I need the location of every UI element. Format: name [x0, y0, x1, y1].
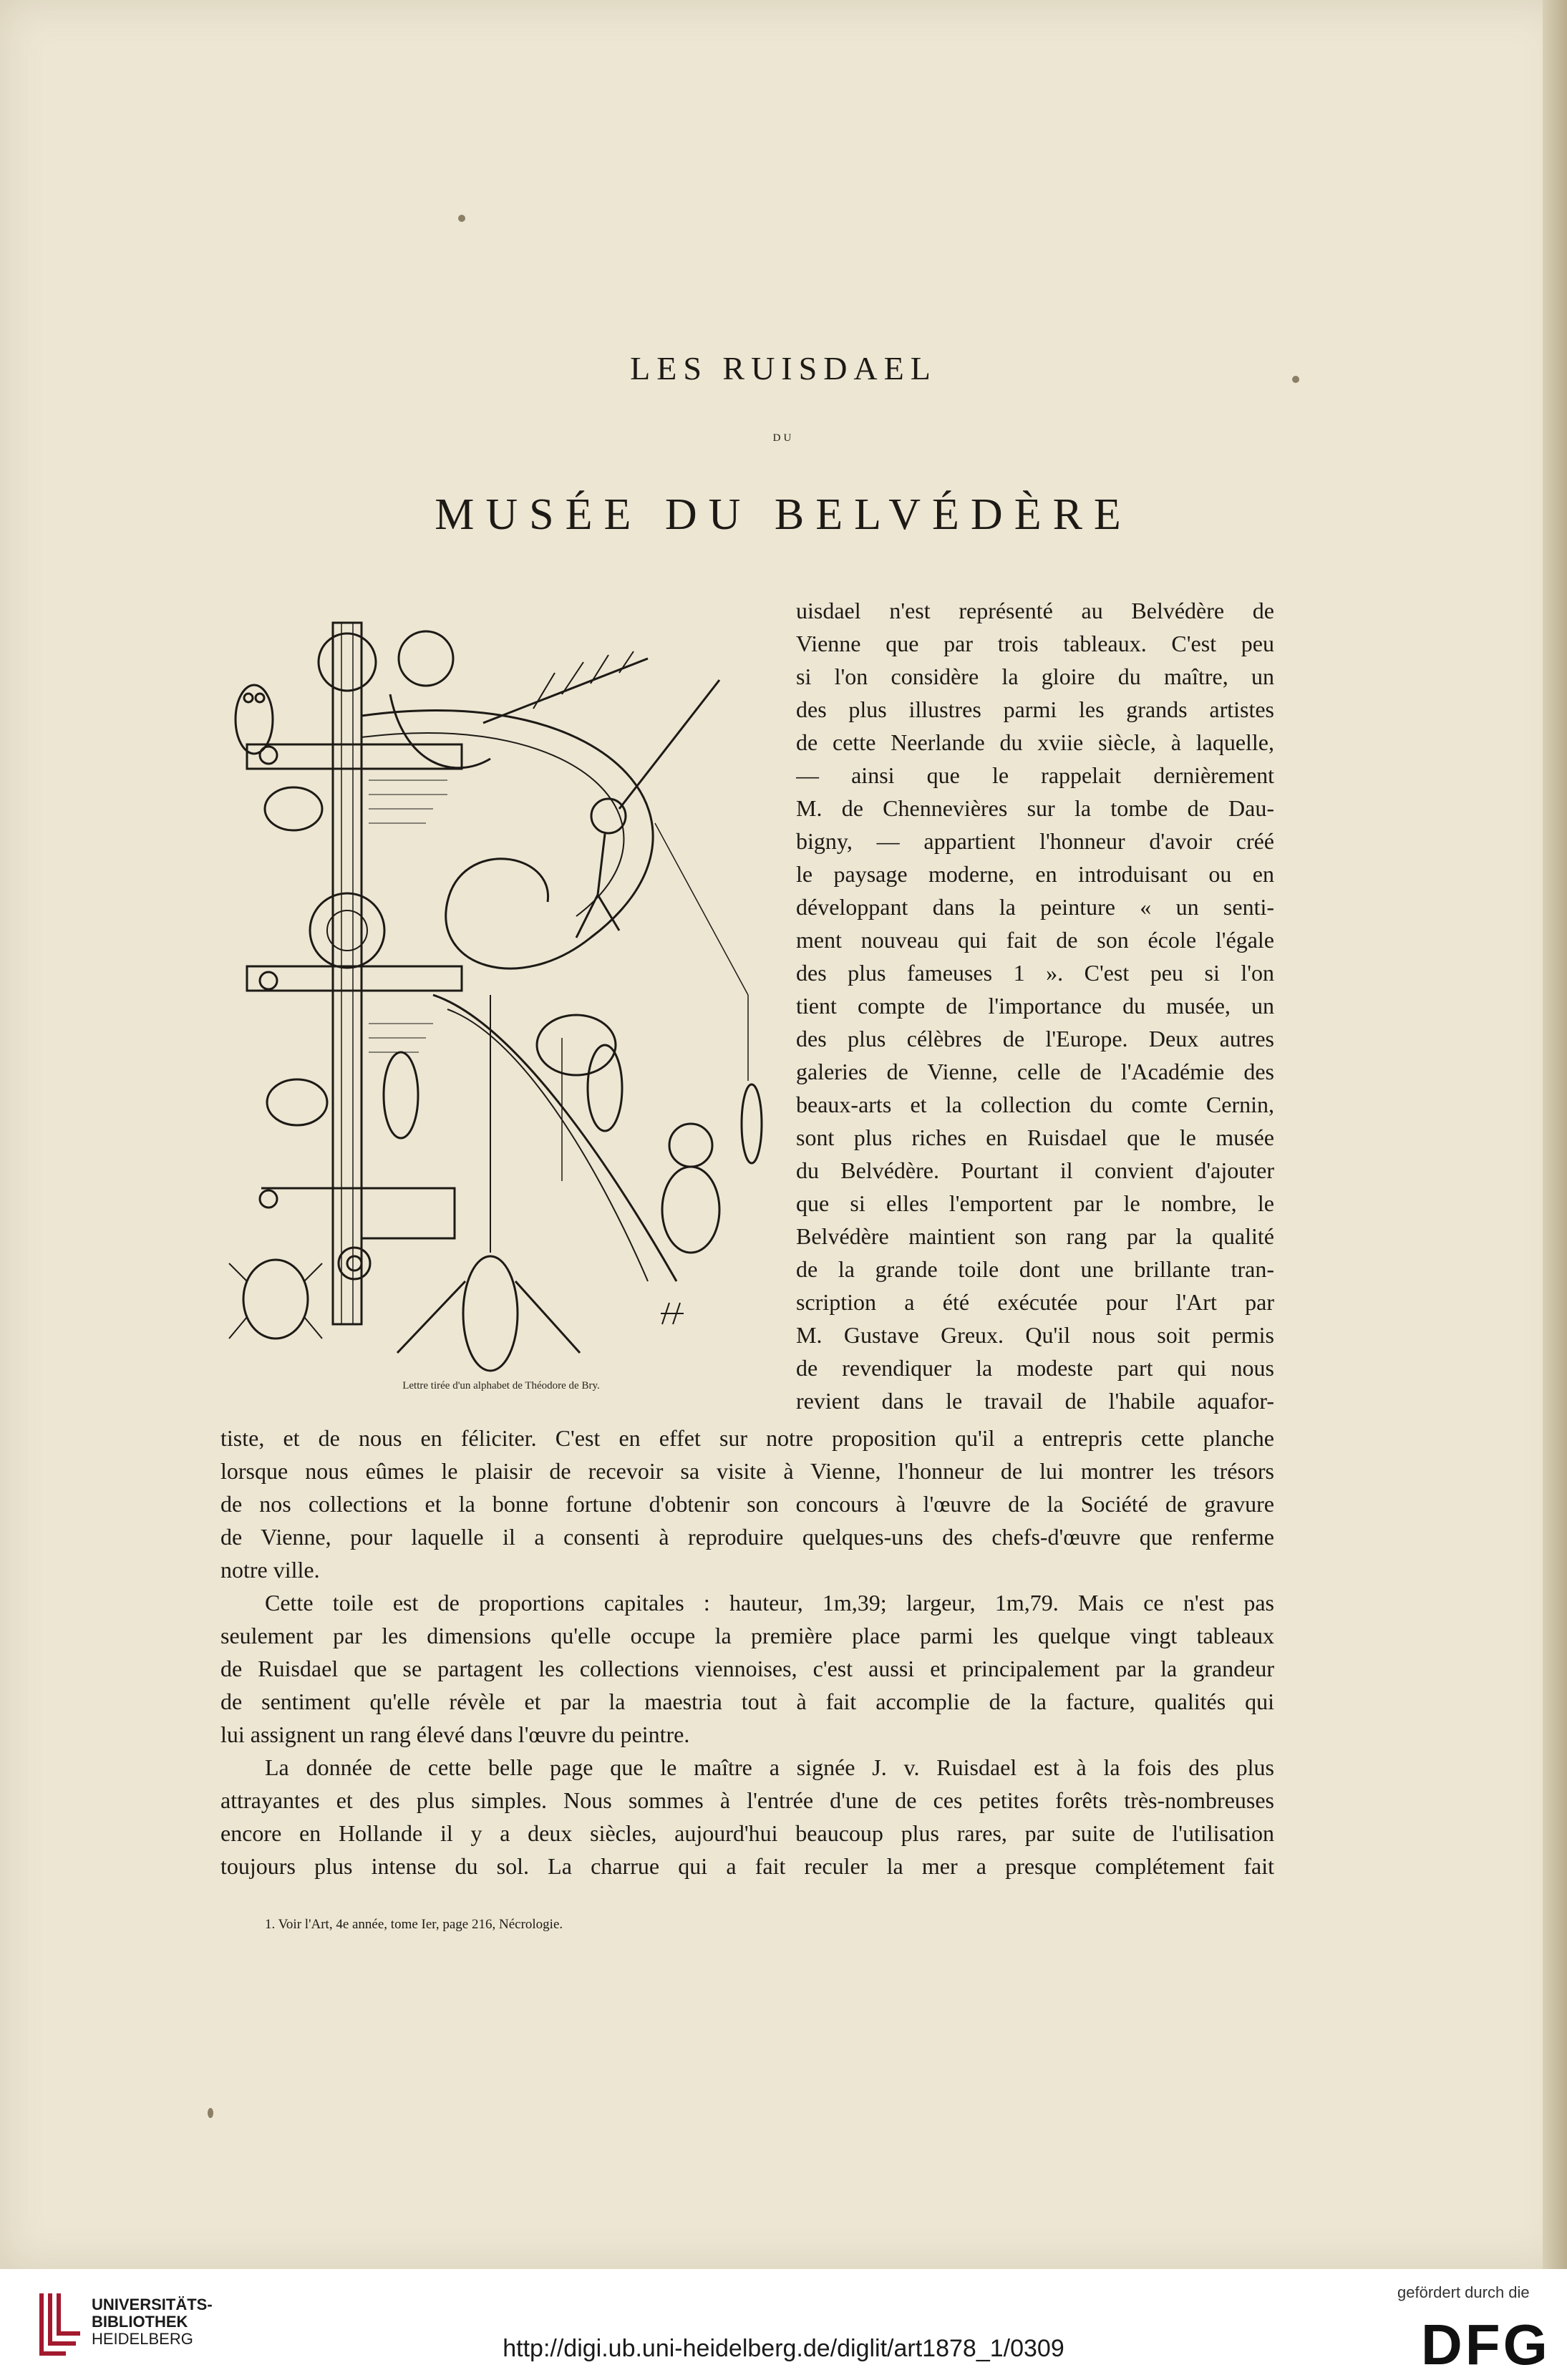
column-line: que si elles l'emportent par le nombre, le	[796, 1190, 1274, 1216]
body-line: notre ville.	[220, 1557, 320, 1583]
warrior-figure	[399, 631, 453, 686]
dfg-logo: DFG	[1421, 2313, 1551, 2376]
body-line: La donnée de cette belle page que le maître a signée J. v. Ruisdael est à la fois des plus	[265, 1754, 1274, 1780]
column-line: sont plus riches en Ruisdael que le musée	[796, 1125, 1274, 1150]
body-line: de Ruisdael que se partagent les collections viennoises, c'est aussi et principalement par la grandeur	[220, 1656, 1274, 1681]
column-line: si l'on considère la gloire du maître, un	[796, 664, 1274, 689]
body-line: lui assignent un rang élevé dans l'œuvre du peintre.	[220, 1721, 690, 1747]
column-line: développant dans la peinture « un senti-	[796, 894, 1274, 920]
column-line: des plus célèbres de l'Europe. Deux autres	[796, 1026, 1274, 1051]
beetle	[243, 1260, 308, 1339]
column-line: des plus fameuses 1 ». C'est peu si l'on	[796, 960, 1274, 986]
crossbar-top	[247, 744, 462, 769]
column-line: revient dans le travail de l'habile aquafor-	[796, 1388, 1274, 1414]
article-column-right	[796, 594, 1274, 1417]
moth	[463, 1256, 518, 1371]
body-line: de Vienne, pour laquelle il a consenti à reproduire quelques-uns des chefs-d'œuvre que renferme	[220, 1524, 1274, 1550]
column-line: des plus illustres parmi les grands artistes	[796, 696, 1274, 722]
paper-speck	[208, 2108, 213, 2118]
paper-speck	[458, 215, 465, 222]
cherub-with-fish	[669, 1124, 712, 1167]
funded-by-label: gefördert durch die	[1397, 2283, 1530, 2301]
library-name-line: BIBLIOTHEK	[92, 2313, 188, 2331]
column-line: bigny, — appartient l'honneur d'avoir créé	[796, 828, 1274, 854]
body-line: attrayantes et des plus simples. Nous sommes à l'entrée d'une de ces petites forêts très-nombreuses	[220, 1787, 1274, 1813]
body-line: toujours plus intense du sol. La charrue qui a fait reculer la mer a presque complétement fait	[220, 1853, 1274, 1879]
body-line: de sentiment qu'elle révèle et par la maestria tout à fait accomplie de la facture, qualités qui	[220, 1689, 1274, 1714]
engraved-initial-r	[218, 594, 784, 1378]
body-line: tiste, et de nous en féliciter. C'est en effet sur notre proposition qu'il a entrepris cette planche	[220, 1425, 1274, 1451]
library-name-line: UNIVERSITÄTS-	[92, 2296, 213, 2313]
article-body	[220, 1422, 1274, 1883]
column-line: de revendiquer la modeste part qui nous	[796, 1355, 1274, 1381]
column-line: le paysage moderne, en introduisant ou en	[796, 861, 1274, 887]
column-line: Vienne que par trois tableaux. C'est peu	[796, 631, 1274, 656]
column-line: scription a été exécutée pour l'Art par	[796, 1289, 1274, 1315]
engraver-monogram	[661, 1303, 684, 1324]
child-with-rod	[591, 799, 626, 833]
body-line: de nos collections et la bonne fortune d'obtenir son concours à l'œuvre de la Société de gravure	[220, 1491, 1274, 1517]
body-line: seulement par les dimensions qu'elle occupe la première place parmi les quelque vingt tableaux	[220, 1623, 1274, 1648]
column-line: — ainsi que le rappelait dernièrement	[796, 762, 1274, 788]
permalink-url[interactable]: http://digi.ub.uni-heidelberg.de/diglit/art1878_1/0309	[503, 2335, 1064, 2362]
festoon-left	[265, 787, 322, 830]
column-line: Belvédère maintient son rang par la qualité	[796, 1223, 1274, 1249]
article-title: LES RUISDAEL	[630, 350, 937, 387]
column-line: M. Gustave Greux. Qu'il nous soit permis	[796, 1322, 1274, 1348]
digitization-footer	[0, 2269, 1567, 2380]
column-line: beaux-arts et la collection du comte Cernin,	[796, 1092, 1274, 1117]
mascaron-top	[319, 633, 376, 691]
body-line: Cette toile est de proportions capitales : hauteur, 1m,39; largeur, 1m,79. Mais ce n'est pas	[265, 1590, 1274, 1616]
column-line: de cette Neerlande du xviie siècle, à laquelle,	[796, 729, 1274, 755]
letter-stem	[333, 623, 362, 1324]
column-line: M. de Chennevières sur la tombe de Dau-	[796, 795, 1274, 821]
parrot	[384, 1052, 418, 1138]
illustration-caption: Lettre tirée d'un alphabet de Théodore de Bry.	[402, 1380, 600, 1391]
article-subtitle: MUSÉE DU BELVÉDÈRE	[435, 490, 1132, 539]
library-name-line: HEIDELBERG	[92, 2330, 193, 2348]
column-line: uisdael n'est représenté au Belvédère de	[796, 598, 1274, 623]
crossbar-middle	[247, 966, 462, 991]
mascaron-middle	[310, 893, 384, 968]
page-edge	[1543, 0, 1567, 2269]
column-line: galeries de Vienne, celle de l'Académie des	[796, 1059, 1274, 1084]
body-line: encore en Hollande il y a deux siècles, aujourd'hui beaucoup plus rares, par suite de l'utilisation	[220, 1820, 1274, 1846]
column-line: du Belvédère. Pourtant il convient d'ajouter	[796, 1157, 1274, 1183]
letter-bowl	[362, 710, 653, 968]
footnote: 1. Voir l'Art, 4e année, tome Ier, page 216, Nécrologie.	[265, 1917, 563, 1932]
column-line: tient compte de l'importance du musée, un	[796, 993, 1274, 1019]
title-connector: DU	[772, 432, 795, 444]
body-line: lorsque nous eûmes le plaisir de recevoir sa visite à Vienne, l'honneur de lui montrer les trésors	[220, 1458, 1274, 1484]
letter-leg	[433, 995, 676, 1281]
column-line: ment nouveau qui fait de son école l'égale	[796, 927, 1274, 953]
column-line: de la grande toile dont une brillante tran-	[796, 1256, 1274, 1282]
